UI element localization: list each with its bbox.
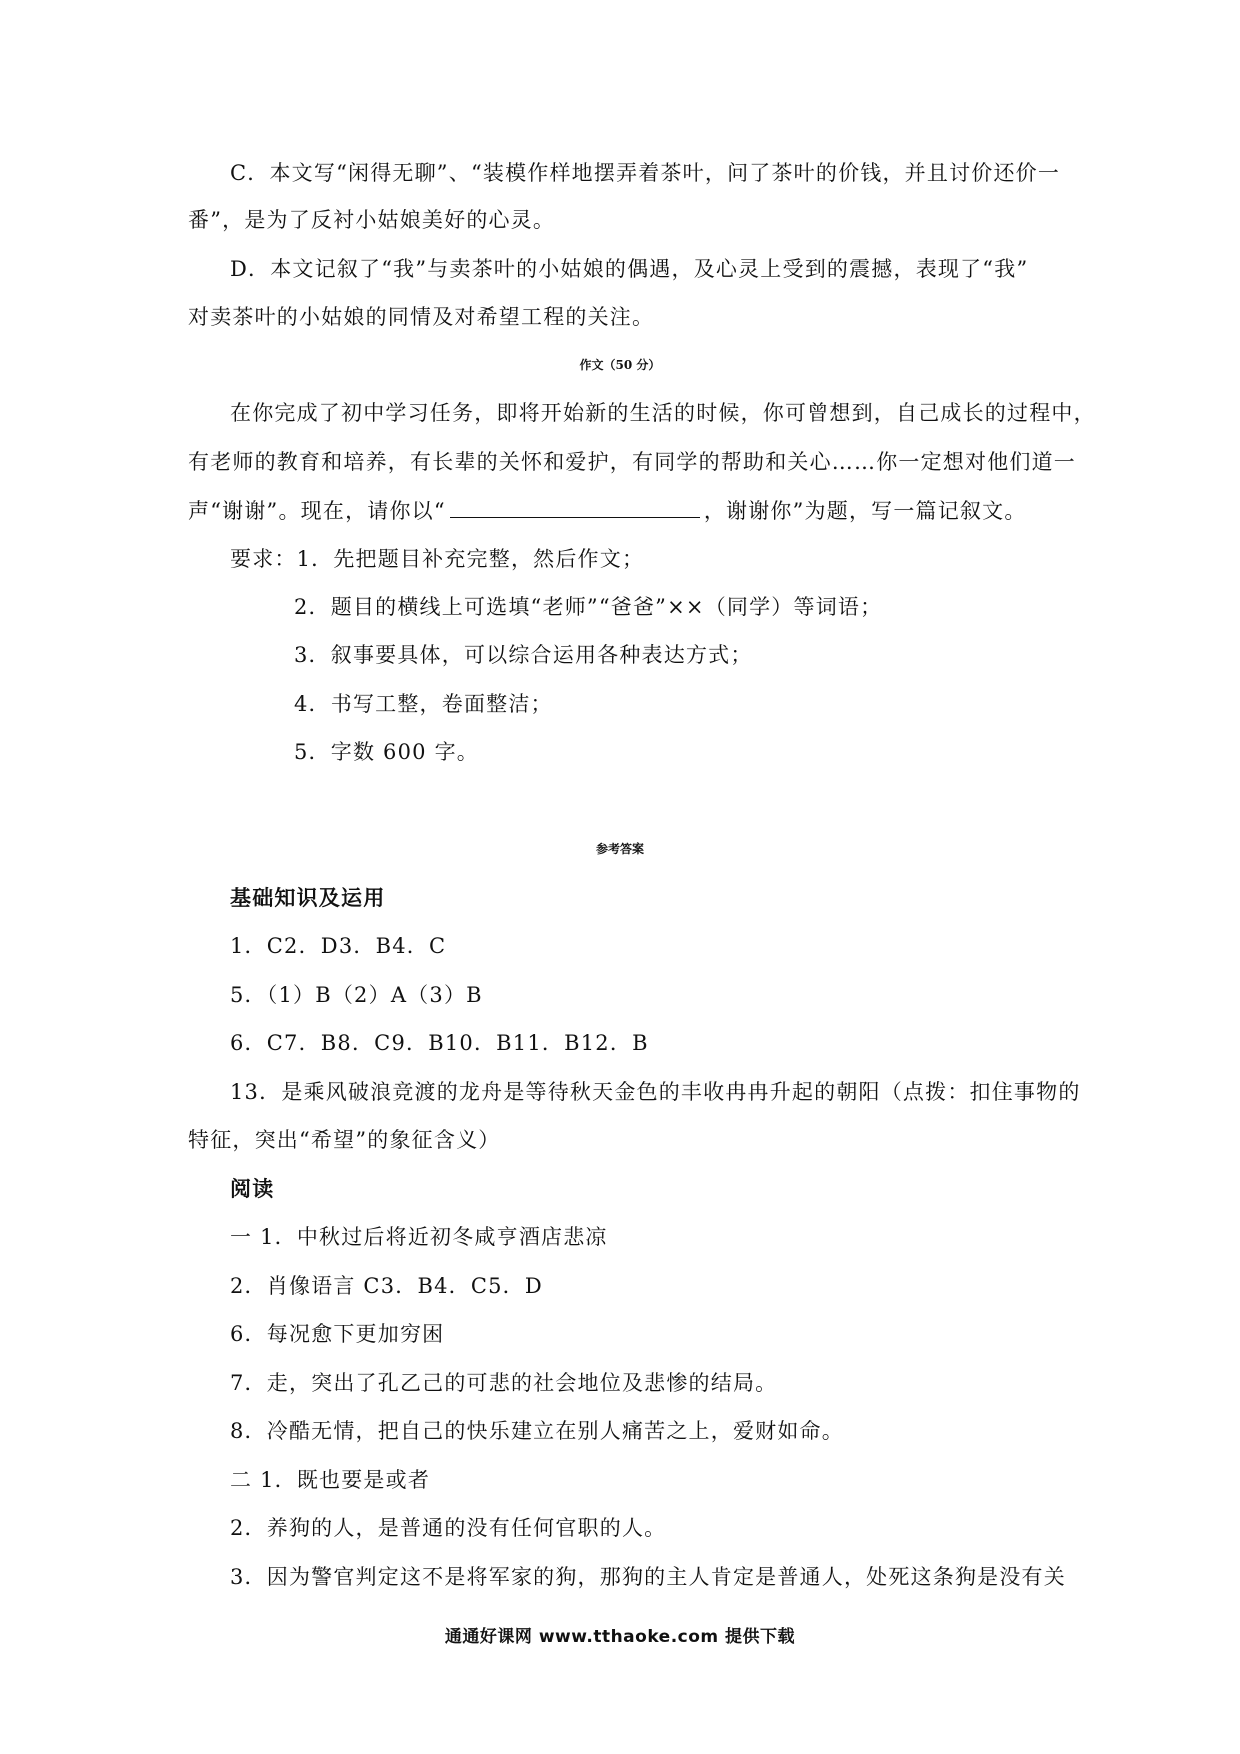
title-fill-in-blank — [450, 495, 700, 518]
reading-answer-3: 6．每况愈下更加穷困 — [230, 1322, 445, 1346]
reading-heading: 阅读 — [230, 1176, 275, 1201]
reading-answer-7: 2．养狗的人，是普通的没有任何官职的人。 — [230, 1516, 667, 1540]
basic-knowledge-heading: 基础知识及运用 — [230, 885, 386, 910]
answers-title: 参考答案 — [595, 842, 644, 856]
page-footer: 通通好课网 www.tthaoke.com 提供下载 — [444, 1627, 796, 1647]
composition-paragraph-line-2: 有老师的教育和培养，有长辈的关怀和爱护，有同学的帮助和关心……你一定想对他们道一 — [188, 450, 1076, 474]
reading-answer-8: 3．因为警官判定这不是将军家的狗，那狗的主人肯定是普通人，处死这条狗是没有关 — [230, 1565, 1066, 1589]
reading-answer-4: 7．走，突出了孔乙己的可悲的社会地位及悲惨的结局。 — [230, 1371, 778, 1395]
basic-answer-4-line-2: 特征，突出“希望”的象征含义） — [188, 1128, 501, 1152]
requirement-4: 4．书写工整，卷面整洁； — [294, 692, 553, 716]
option-d-line-2: 对卖茶叶的小姑娘的同情及对希望工程的关注。 — [188, 305, 655, 329]
composition-prompt-before-blank: 声“谢谢”。现在，请你以“ — [188, 499, 446, 523]
basic-answer-3: 6．C7．B8．C9．B10．B11．B12．B — [230, 1031, 649, 1055]
requirement-2: 2．题目的横线上可选填“老师”“爸爸”××（同学）等词语； — [294, 595, 883, 619]
requirement-3: 3．叙事要具体，可以综合运用各种表达方式； — [294, 643, 753, 667]
option-c-line-1: C．本文写“闲得无聊”、“装模作样地摆弄着茶叶，问了茶叶的价钱，并且讨价还价一 — [230, 161, 1061, 185]
basic-answer-4-line-1: 13．是乘风破浪竞渡的龙舟是等待秋天金色的丰收冉冉升起的朝阳（点拨：扣住事物的 — [230, 1080, 1081, 1104]
basic-answer-2: 5．（1）B（2）A（3）B — [230, 983, 483, 1007]
option-c-line-2: 番”，是为了反衬小姑娘美好的心灵。 — [188, 208, 556, 232]
composition-paragraph-line-1: 在你完成了初中学习任务，即将开始新的生活的时候，你可曾想到，自己成长的过程中， — [230, 401, 1096, 425]
composition-title: 作文（50 分） — [579, 358, 661, 372]
reading-answer-6: 二 1．既也要是或者 — [230, 1468, 431, 1492]
composition-prompt-after-blank: ，谢谢你”为题，写一篇记叙文。 — [703, 499, 1027, 523]
requirement-5: 5．字数 600 字。 — [294, 740, 479, 764]
reading-answer-5: 8．冷酷无情，把自己的快乐建立在别人痛苦之上，爱财如命。 — [230, 1419, 844, 1443]
requirement-1: 要求：1．先把题目补充完整，然后作文； — [230, 547, 645, 571]
reading-answer-1: 一 1．中秋过后将近初冬咸亨酒店悲凉 — [230, 1225, 608, 1249]
composition-paragraph-line-3 — [188, 495, 1027, 526]
basic-answer-1: 1．C2．D3．B4．C — [230, 934, 447, 958]
option-d-line-1: D．本文记叙了“我”与卖茶叶的小姑娘的偶遇，及心灵上受到的震撼，表现了“我” — [230, 257, 1029, 281]
reading-answer-2: 2．肖像语言 C3．B4．C5．D — [230, 1274, 543, 1298]
